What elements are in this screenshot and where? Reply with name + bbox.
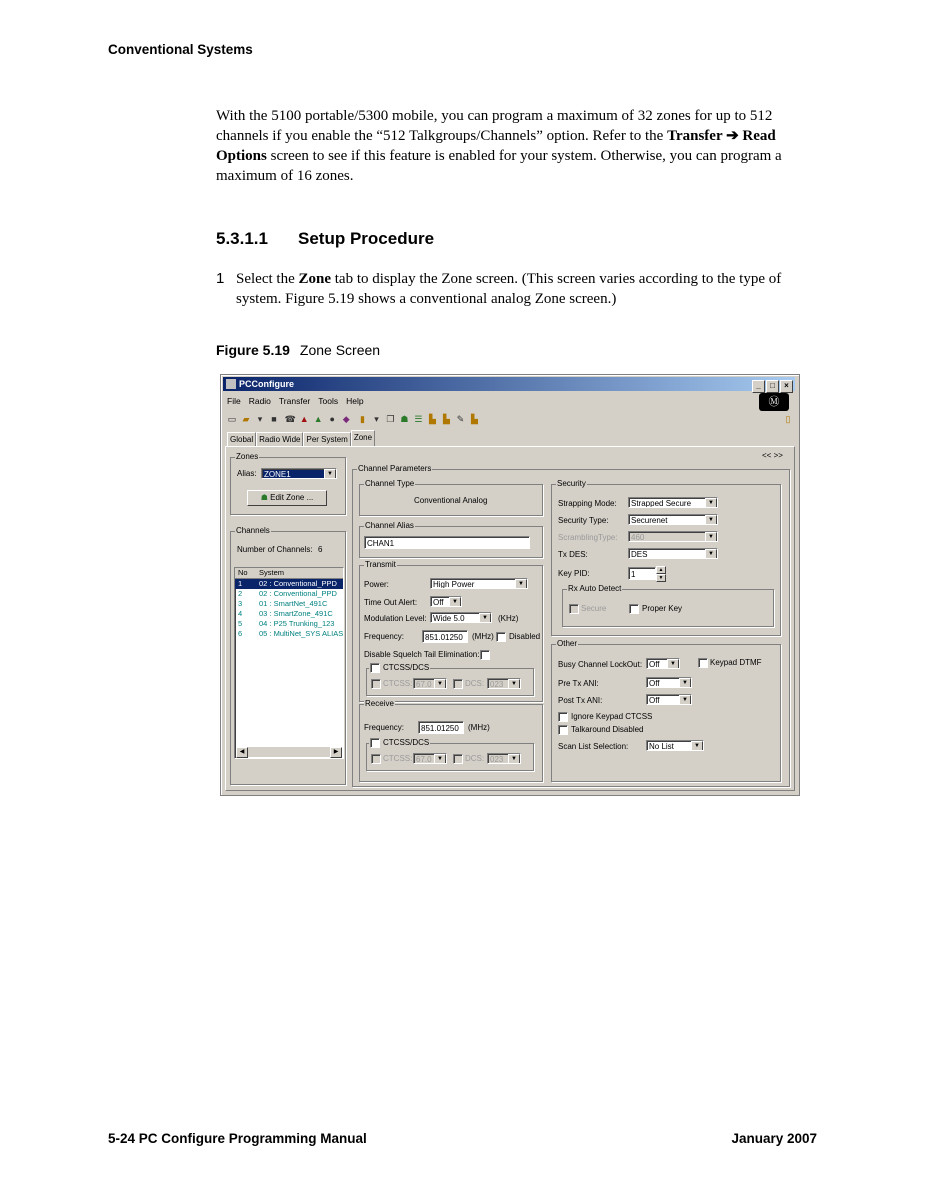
menu-bar [223,394,795,408]
new-file-icon[interactable]: ▭ [227,414,237,424]
figure-title: Zone Screen [299,342,381,358]
rx-auto-detect-label: Rx Auto Detect [568,584,622,593]
rx-ctcss-select[interactable] [413,753,447,764]
chevron-down-icon: ▼ [434,754,446,764]
row-no: 2 [238,589,243,598]
row-system: 01 : SmartNet_491C [259,599,328,608]
secure-checkbox[interactable] [569,604,579,614]
row-system: 05 : MultiNet_SYS ALIAS [259,629,344,638]
post-tx-ani-label: Post Tx ANI: [558,696,603,705]
edit-zone-button[interactable] [247,490,327,506]
tx-dcs-text: DCS: [465,679,485,688]
pre-tx-ani-label: Pre Tx ANI: [558,679,599,688]
toolbar [225,412,795,428]
scrambling-type-select[interactable] [628,531,718,542]
channel-type-group [359,479,543,516]
app-icon [226,379,236,389]
minimize-button[interactable]: _ [752,380,765,393]
list-item[interactable] [235,609,343,619]
key-pid-label: Key PID: [558,569,590,578]
security-type-label: Security Type: [558,516,609,525]
other-label: Other [557,639,578,648]
modulation-level-select[interactable] [430,612,492,623]
rx-frequency-unit: (MHz) [468,723,490,732]
spin-down-icon[interactable]: ▼ [656,574,666,582]
tx-ctcss-text: CTCSS: [383,679,413,688]
row-no: 3 [238,599,243,608]
tab-global[interactable]: Global [227,432,256,447]
row-no: 5 [238,619,243,628]
channels-group-label: Channels [236,526,270,535]
step-bold: Zone [298,271,331,287]
scrambling-type-label: ScramblingType: [558,533,618,542]
section-heading [216,229,434,249]
footer-right: January 2007 [731,1131,817,1146]
row-system: 02 : Conventional_PPD [259,589,337,598]
col-no: No [238,568,248,577]
menu-tools[interactable]: Tools [318,396,339,406]
chevron-down-icon: ▼ [679,678,691,688]
busy-channel-lockout-select[interactable] [646,658,680,669]
save-icon[interactable]: ■ [271,414,277,424]
chevron-down-icon: ▼ [479,613,491,623]
tx-ctcss-checkbox[interactable] [370,663,380,673]
list-item[interactable] [235,579,343,589]
tx-des-label: Tx DES: [558,550,588,559]
running-header: Conventional Systems [108,42,253,57]
rx-ctcss-text: CTCSS: [383,754,413,763]
talkaround-disabled-label: Talkaround Disabled [571,725,644,734]
section-title: Setup Procedure [298,229,435,248]
tx-ctcss-dcs-text: CTCSS/DCS [383,663,430,673]
col-system: System [259,568,285,577]
menu-transfer[interactable]: Transfer [278,396,311,406]
footer-left: 5-24 PC Configure Programming Manual [108,1131,367,1146]
scan-list-selection-value: No List [649,742,674,751]
rx-frequency-label: Frequency: [364,723,405,732]
busy-channel-lockout-label: Busy Channel LockOut: [558,660,643,669]
channel-count-value: 6 [318,545,323,554]
intro-bold: Transfer ➔ Read Options [216,128,776,164]
rx-ctcss-label [369,738,430,748]
receive-group [359,699,543,782]
edit-icon[interactable]: ✎ [456,414,465,424]
chevron-down-icon: ▼ [508,679,520,689]
maximize-button[interactable]: □ [766,380,779,393]
pre-tx-ani-select[interactable] [646,677,692,688]
list-item[interactable] [235,599,343,609]
channel-icon[interactable]: ▙ [443,414,450,424]
menu-radio[interactable]: Radio [248,396,271,406]
step-text-1: Select the [236,271,299,287]
security-label: Security [557,479,586,488]
key-pid-spinner[interactable] [656,566,666,580]
rx-auto-detect-group [562,584,774,627]
transfer-icon[interactable]: ▲ [313,414,323,424]
scan-list-selection-select[interactable] [646,740,704,751]
open-folder-icon[interactable]: ▰ [242,414,250,424]
channel-parameters-group [352,464,790,787]
talkaround-disabled-checkbox[interactable] [558,725,568,735]
chevron-down-icon: ▼ [691,741,703,751]
scroll-right-icon[interactable]: ▶ [330,747,342,758]
intro-text-2: screen to see if this feature is enabled for your system. Otherwise, you can program a maximum of 16 zones. [216,148,782,184]
system-dropdown-icon[interactable]: ▾ [374,414,379,424]
chevron-down-icon: ▼ [449,597,461,607]
row-no: 1 [238,579,243,588]
intro-text-1: With the 5100 portable/5300 mobile, you can program a maximum of 32 zones for up to 512 channels if you enable the “512 Talkgroups/Channels” option. Refer to the [216,108,773,144]
scan-list-selection-label: Scan List Selection: [558,742,629,751]
busy-channel-lockout-value: Off [649,660,660,669]
modulation-level-value: Wide 5.0 [433,614,465,623]
chevron-down-icon: ▼ [705,532,717,542]
channel-alias-group [359,521,543,558]
rx-dcs-value: 023 [490,755,504,764]
channel-type-value: Conventional Analog [414,496,488,505]
power-label: Power: [364,580,389,589]
transmit-label: Transmit [365,560,396,569]
zone-alias-select[interactable] [261,468,337,479]
modulation-level-label: Modulation Level: [364,614,427,623]
tx-ctcss-label [369,663,430,673]
exit-door-icon[interactable]: ▯ [785,414,791,424]
keypad-dtmf-checkbox[interactable] [698,658,708,668]
menu-file[interactable]: File [227,396,241,406]
squelch-label: Disable Squelch Tail Elimination: [364,650,480,659]
tx-frequency-input[interactable]: 851.01250 [422,630,468,643]
tx-des-select[interactable] [628,548,718,559]
users-icon: ☗ [260,493,271,502]
nav-arrows[interactable]: << >> [762,451,783,460]
close-button[interactable]: × [780,380,793,393]
row-system: 04 : P25 Trunking_123 [259,619,335,628]
tx-frequency-label: Frequency: [364,632,405,641]
section-number: 5.3.1.1 [216,229,268,248]
dropdown-arrow-icon[interactable]: ▾ [257,414,263,424]
channel-parameters-label: Channel Parameters [358,464,432,473]
secure-label: Secure [581,604,607,613]
users-icon[interactable]: ☗ [400,414,409,424]
strapping-mode-value: Strapped Secure [631,499,692,508]
tx-dcs-checkbox[interactable] [453,679,463,689]
chevron-down-icon: ▼ [508,754,520,764]
chevron-down-icon: ▼ [679,695,691,705]
ignore-keypad-ctcss-label: Ignore Keypad CTCSS [571,712,653,721]
tx-dcs-select[interactable] [487,678,521,689]
chevron-down-icon: ▼ [324,469,336,479]
disabled-checkbox[interactable] [496,632,506,642]
edit-zone-label: Edit Zone ... [270,493,314,502]
chevron-down-icon: ▼ [705,515,717,525]
rx-ctcss-value: 67.0 [416,755,432,764]
pcconfigure-window [220,374,800,796]
post-tx-ani-value: Off [649,696,660,705]
channel-alias-input[interactable]: CHAN1 [364,536,530,549]
menu-help[interactable]: Help [346,396,364,406]
proper-key-checkbox[interactable] [629,604,639,614]
zones-group-label: Zones [236,452,259,461]
modulation-unit: (KHz) [498,614,519,623]
key-pid-input[interactable]: 1 [628,567,656,580]
channel-type-label: Channel Type [365,479,415,488]
step-1 [216,269,826,309]
strapping-mode-label: Strapping Mode: [558,499,617,508]
channel-count-label: Number of Channels: [237,545,313,554]
tx-ctcss-select[interactable] [413,678,447,689]
transmit-group [359,560,543,702]
chevron-down-icon: ▼ [667,659,679,669]
time-out-alert-label: Time Out Alert: [364,598,418,607]
rx-ctcss-type-checkbox[interactable] [371,754,381,764]
tab-per-system[interactable]: Per System [303,432,350,447]
receive-label: Receive [365,699,394,708]
post-tx-ani-select[interactable] [646,694,692,705]
time-out-alert-select[interactable] [430,596,462,607]
zone-icon[interactable]: ▙ [429,414,436,424]
title-bar [223,377,795,391]
squelch-checkbox[interactable] [480,650,490,660]
step-text-2: tab to display the Zone screen. (This screen varies according to the type of system. Figure 5.19 shows a conventional analog Zone screen.) [236,271,782,307]
proper-key-label: Proper Key [642,604,683,613]
tx-ctcss-value: 67.0 [416,680,432,689]
chevron-down-icon: ▼ [515,579,527,589]
intro-paragraph [216,106,816,186]
keypad-dtmf-label: Keypad DTMF [710,658,762,667]
security-group [551,479,781,636]
rx-ctcss-group [366,738,534,771]
tx-ctcss-group [366,663,534,696]
ignore-keypad-ctcss-checkbox[interactable] [558,712,568,722]
figure-caption [216,342,380,358]
time-out-alert-value: Off [433,598,444,607]
security-type-select[interactable] [628,514,718,525]
power-select[interactable] [430,578,528,589]
stop-icon[interactable]: ● [329,414,335,424]
channel-alias-label: Channel Alias [365,521,414,530]
rx-ctcss-dcs-text: CTCSS/DCS [383,738,430,748]
write-radio-icon[interactable]: ▲ [299,414,309,424]
alias-label: Alias: [237,469,257,478]
chevron-down-icon: ▼ [434,679,446,689]
window-title: PCConfigure [239,379,294,389]
list-item[interactable] [235,629,343,639]
list-item[interactable] [235,619,343,629]
strapping-mode-select[interactable] [628,497,718,508]
tab-radio-wide[interactable]: Radio Wide [256,432,303,447]
channel-list[interactable] [234,567,344,759]
motorola-logo-icon: Ⓜ [759,393,789,411]
tab-zone[interactable]: Zone [351,430,375,447]
rx-dcs-text: DCS: [465,754,485,763]
list-icon[interactable]: ☰ [414,414,423,424]
other-group [551,639,781,782]
horizontal-scrollbar[interactable] [236,747,342,757]
row-no: 6 [238,629,243,638]
zones-group [230,452,346,515]
tab-strip [227,432,375,446]
scrambling-type-value: 460 [631,533,645,542]
copy-icon[interactable]: ❐ [386,414,395,424]
row-no: 4 [238,609,243,618]
tx-frequency-unit: (MHz) [472,632,494,641]
step-number: 1 [216,270,225,287]
scan-icon[interactable]: ▙ [471,414,478,424]
disabled-label: Disabled [509,632,541,641]
tx-ctcss-type-checkbox[interactable] [371,679,381,689]
add-system-icon[interactable]: ▮ [359,414,365,424]
tx-des-value: DES [631,550,648,559]
chevron-down-icon: ▼ [705,549,717,559]
rx-ctcss-checkbox[interactable] [370,738,380,748]
chevron-down-icon: ▼ [705,498,717,508]
list-header [235,568,343,579]
rx-dcs-select[interactable] [487,753,521,764]
read-radio-icon[interactable]: ☎ [284,414,296,424]
figure-label: Figure 5.19 [216,342,290,358]
zone-panel [225,446,795,791]
power-value: High Power [433,580,475,589]
book-icon[interactable]: ◆ [342,414,350,424]
rx-dcs-checkbox[interactable] [453,754,463,764]
list-item[interactable] [235,589,343,599]
security-type-value: Securenet [631,516,668,525]
row-system: 03 : SmartZone_491C [259,609,333,618]
row-system: 02 : Conventional_PPD [259,579,337,588]
spin-up-icon[interactable]: ▲ [656,566,666,574]
zone-alias-value: ZONE1 [264,470,291,479]
tx-dcs-value: 023 [490,680,504,689]
channels-group [230,526,346,785]
rx-frequency-input[interactable]: 851.01250 [418,721,464,734]
pre-tx-ani-value: Off [649,679,660,688]
scroll-left-icon[interactable]: ◀ [236,747,248,758]
